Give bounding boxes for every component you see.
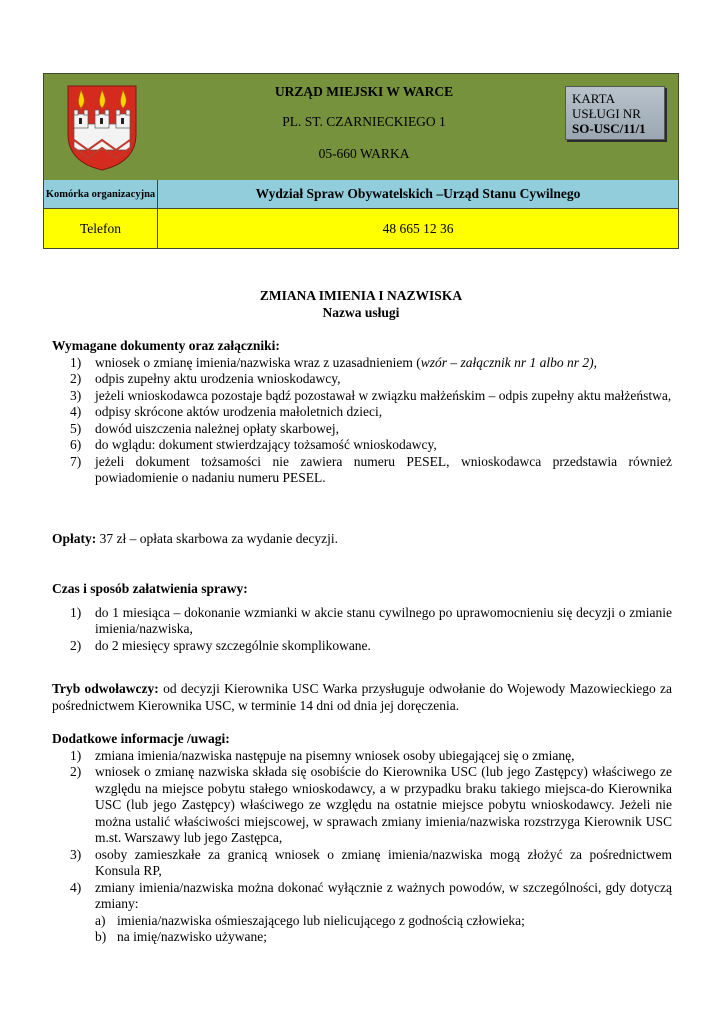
service-subtitle: Nazwa usługi [322,305,400,320]
phone-label: Telefon [44,209,158,248]
appeal-text: od decyzji Kierownika USC Warka przysługuje odwołanie do Wojewody Mazowieckiego za pośrednictwem Kierownika USC, w terminie 14 dni od dnia jej doręczenia. [52,681,672,713]
list-item: 2) odpis zupełny aktu urodzenia wnioskodawcy, [70,371,341,386]
list-item: 2) wniosek o zmianę nazwiska składa się osobiście do Kierownika USC (lub jego Zastępcy) właściwego ze względu na miejsce pobytu stałego wnioskodawcy, a w przypadku braku takiego miejsca-do Kierownika USC (lub jego Zastępcy) właściwego ze względu na ostatnie miejsce pobytu wnioskodawcy. Jeżeli nie można ustalić właściwości miejscowej, w sprawach zmiany imienia/nazwiska rozstrzyga Kierownik USC m.st. Warszawy lub jego Zastępca, [70,764,672,845]
service-card-box [565,86,665,140]
office-address: PL. ST. CZARNIECKIEGO 1 [282,114,446,129]
phone-value: 48 665 12 36 [382,220,454,236]
fees-text: 37 zł – opłata skarbowa za wydanie decyzji. [96,531,339,546]
list-item: 6) do wglądu: dokument stwierdzający tożsamość wnioskodawcy, [70,437,437,452]
list-item: 7) jeżeli dokument tożsamości nie zawiera numeru PESEL, wnioskodawca przedstawia również powiadomienie o nadaniu numeru PESEL. [70,453,672,485]
notes-sublist [52,913,672,946]
list-item: 4) zmiany imienia/nazwiska można dokonać wyłącznie z ważnych powodów, w szczególności, gdy dotyczą zmiany: [70,879,672,911]
list-item: 4) odpisy skrócone aktów urodzenia małoletnich dzieci, [70,404,383,419]
documents-section [52,338,672,487]
notes-section [52,731,672,946]
unit-value: Wydział Spraw Obywatelskich –Urząd Stanu Cywilnego [255,186,581,201]
header-top-row [44,74,678,181]
list-item: 3) osoby zamieszkałe za granicą wniosek o zmianę imienia/nazwiska mogą złożyć za pośrednictwem Konsula RP, [70,846,672,878]
header-table [43,73,679,249]
unit-label: Komórka organizacyjna [44,180,158,208]
office-city: 05-660 WARKA [318,146,410,161]
list-item: 2) do 2 miesięcy sprawy szczególnie skomplikowane. [70,637,371,653]
list-item: 1) wniosek o zmianę imienia/nazwiska wraz z uzasadnieniem (wzór – załącznik nr 1 albo nr 2), [70,354,598,370]
office-name: URZĄD MIEJSKI W WARCE [274,84,454,99]
handling-heading: Czas i sposób załatwienia sprawy: [52,581,248,596]
list-item: 1) zmiana imienia/nazwiska następuje na pisemny wniosek osoby ubiegającej się o zmianę, [70,747,575,763]
card-label-line2: USŁUGI NR [572,106,641,121]
notes-heading: Dodatkowe informacje /uwagi: [52,731,230,746]
list-item: 1) do 1 miesiąca – dokonanie wzmianki w akcie stanu cywilnego po uprawomocnieniu się decyzji o zmianie imienia/nazwiska, [70,604,672,636]
header-unit-row [44,180,678,209]
documents-list [52,355,672,487]
fees-label: Opłaty: [52,531,97,546]
card-number: SO-USC/11/1 [572,121,646,136]
service-title: ZMIANA IMIENIA I NAZWISKA [259,288,463,303]
header-phone-row [44,209,678,248]
list-item: 3) jeżeli wnioskodawca pozostaje bądź pozostawał w związku małżeńskim – odpis zupełny aktu małżeństwa, [70,387,672,403]
fees-section [52,531,672,548]
appeal-section [52,681,672,714]
notes-list [52,748,672,913]
card-label-line1: KARTA [572,91,615,106]
list-item: a) imienia/nazwiska ośmieszającego lub nielicującego z godnością człowieka; [95,912,525,928]
list-item: 5) dowód uiszczenia należnej opłaty skarbowej, [70,420,340,436]
appeal-label: Tryb odwoławczy: [52,681,159,696]
handling-list [52,605,672,655]
coat-of-arms-icon [66,84,138,172]
list-item: b) na imię/nazwisko używane; [95,929,267,944]
documents-heading: Wymagane dokumenty oraz załączniki: [52,338,280,353]
handling-section [52,581,672,654]
